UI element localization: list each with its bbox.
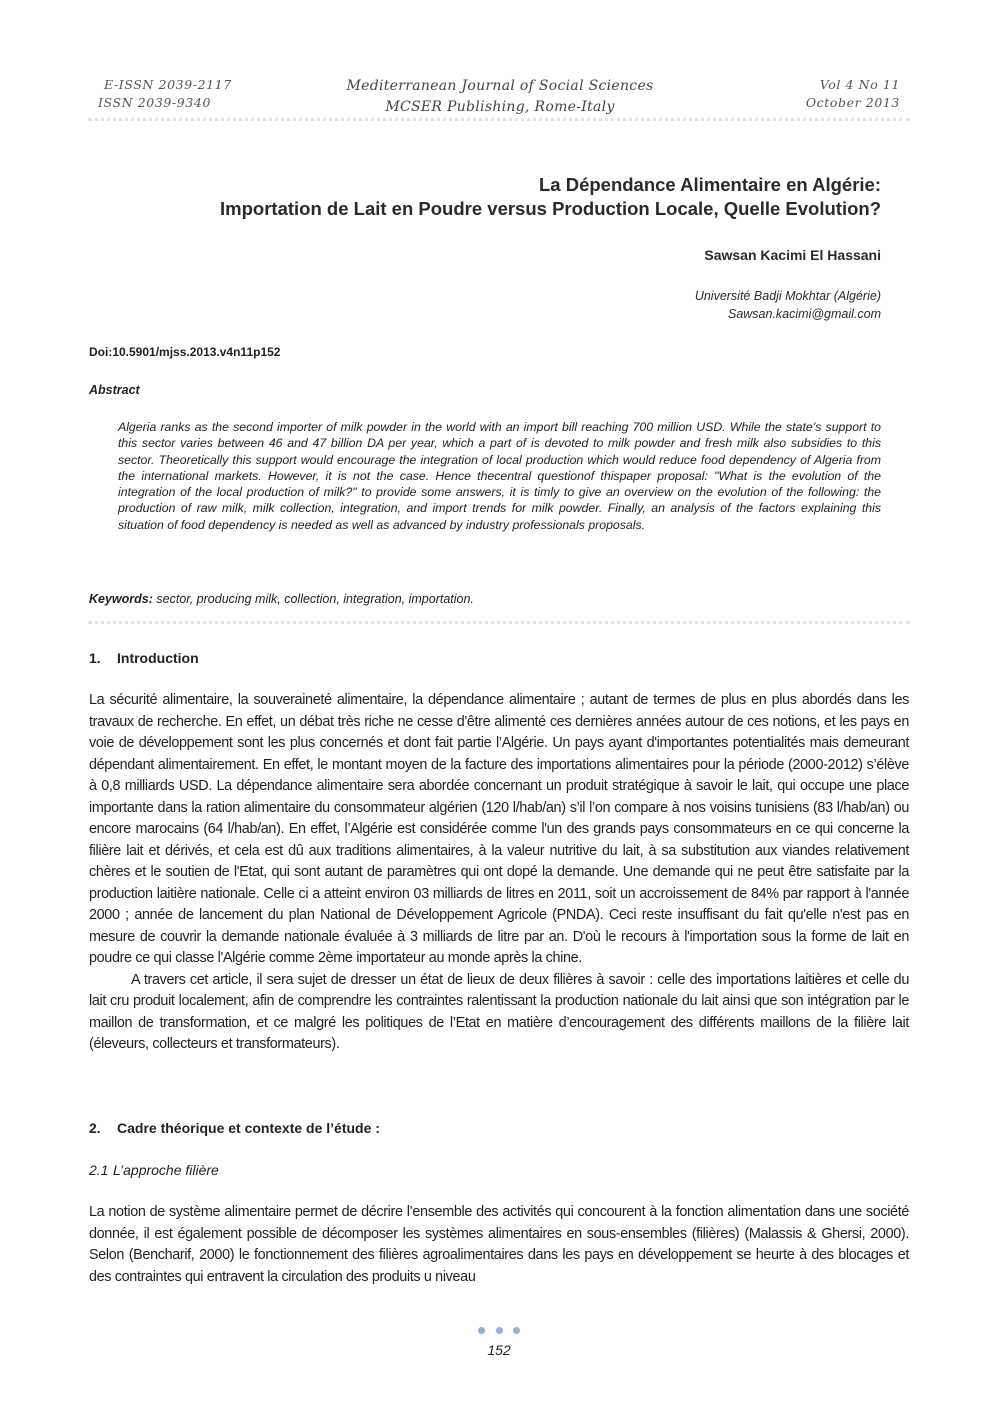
approche-filiere-body xyxy=(89,1202,909,1288)
section-number: 2. xyxy=(89,1120,101,1136)
header-divider xyxy=(88,118,910,121)
ornament-dot xyxy=(496,1327,503,1334)
section-title: Introduction xyxy=(117,650,199,666)
issn-label: ISSN 2039-9340 xyxy=(98,95,212,110)
paragraph: La notion de système alimentaire permet de décrire l’ensemble des activités qui concourent à la fonction alimentation dans une société donnée, il est également possible de décomposer les systèmes alimentaires en sous-ensembles (filières) (Malassis & Ghersi, 2000). Selon (Bencharif, 2000) le fonctionnement des filières agroalimentaires dans les pays en développement se heurte à des blocages et des contraintes qui entravent la circulation des produits u niveau xyxy=(89,1204,909,1285)
subsection-number: 2.1 xyxy=(89,1162,109,1178)
publisher-name: MCSER Publishing, Rome-Italy xyxy=(385,99,615,115)
paragraph: La sécurité alimentaire, la souveraineté alimentaire, la dépendance alimentaire ; autant de termes de plus en plus abordés dans les travaux de recherche. En effet, un débat très riche ne cesse d'être alimenté ces dernières années autour de ces notions, et les pays en voie de développement sont les plus concernés et dont fait partie l’Algérie. Un pays ayant d'importantes potentialités mais demeurant dépendant alimentairement. En effet, le montant moyen de la facture des importations alimentaires pour la période (2000-2012) s’élève à 0,8 milliards USD. La dépendance alimentaire sera abordée concernant un produit stratégique à savoir le lait, qui occupe une place importante dans la ration alimentaire du consommateur algérien (120 l/hab/an) s’il l’on compare à nos voisins tunisiens (83 l/hab/an) ou encore marocains (64 l/hab/an). En effet, l’Algérie est considérée comme l'un des grands pays consommateurs en ce qui concerne la filière lait et dérivés, et cela est dû aux traditions alimentaires, à la valeur nutritive du lait, à sa substitution aux viandes relativement chères et le soutien de l'Etat, qui sont autant de paramètres qui ont dopé la demande. Une demande qui ne peut être satisfaite par la production laitière nationale. Celle ci a atteint environ 03 milliards de litres en 2011, soit un accroissement de 84% par rapport à l'année 2000 ; année de lancement du plan National de Développement Agricole (PNDA). Ceci reste insuffisant du fait qu'elle n'est pas en mesure de couvrir la demande nationale évaluée à 3 milliards de litre par an. D'où le recours à l'importation sous la forme de lait en poudre ce qui classe l'Algérie comme 2ème importateur au monde après la chine. xyxy=(89,692,909,966)
doi-label: Doi:10.5901/mjss.2013.v4n11p152 xyxy=(89,345,281,359)
keywords-text: sector, producing milk, collection, integration, importation. xyxy=(156,592,474,606)
paragraph: A travers cet article, il sera sujet de dresser un état de lieux de deux filières à savoir : celle des importations laitières et celle du lait cru produit localement, afin de comprendre les contraintes ralentissant la production nationale du lait ainsi que son intégration par le maillon de transformation, et ce malgré les politiques de l’Etat en matière d’encouragement des différents maillons de la filière lait (éleveurs, collecteurs et transformateurs). xyxy=(89,971,909,1052)
author-email: Sawsan.kacimi@gmail.com xyxy=(727,307,881,321)
keywords-divider xyxy=(88,621,910,624)
ornament-dot xyxy=(478,1327,485,1334)
issue-date: October 2013 xyxy=(805,95,900,110)
section-title: Cadre théorique et contexte de l’étude : xyxy=(117,1120,380,1136)
title-line-2: Importation de Lait en Poudre versus Production Locale, Quelle Evolution? xyxy=(220,198,881,219)
subsection-title: L’approche filière xyxy=(113,1162,219,1178)
subsection-heading-approche-filiere xyxy=(89,1162,219,1178)
keywords-line xyxy=(89,592,909,606)
header-issue-block xyxy=(760,76,900,112)
section-heading-introduction xyxy=(89,650,199,666)
header-journal-block xyxy=(300,76,700,118)
eissn-label: E-ISSN 2039-2117 xyxy=(104,77,232,92)
article-title xyxy=(88,173,881,221)
header-issn-block xyxy=(98,76,264,112)
keywords-label: Keywords: xyxy=(89,592,153,606)
abstract-heading: Abstract xyxy=(89,383,140,397)
author-name: Sawsan Kacimi El Hassani xyxy=(704,247,881,263)
ornament-dot xyxy=(513,1327,520,1334)
footer-ornament xyxy=(478,1327,520,1337)
abstract-text: Algeria ranks as the second importer of milk powder in the world with an import bill reaching 700 million USD. While the state’s support to this sector varies between 46 and 47 billion DA per year, which a part of is devoted to milk powder and fresh milk also subsidies to this sector. Theoretically this support would encourage the integration of local production which would reduce food dependency of Algeria from the international markets. However, it is not the case. Hence thecentral questionof thispaper proposal: "What is the evolution of the integration of the local production of milk?" to provide some answers, it is timly to give an overview on the evolution of the following: the production of raw milk, milk collection, integration, and import trends for milk powder. Finally, an analysis of the factors explaining this situation of food dependency is needed as well as advanced by industry professionals proposals. xyxy=(118,420,881,532)
author-affiliation-block xyxy=(88,287,881,323)
page-number: 152 xyxy=(487,1342,511,1358)
section-number: 1. xyxy=(89,650,101,666)
section-heading-cadre-theorique xyxy=(89,1120,380,1136)
affiliation: Université Badji Mokhtar (Algérie) xyxy=(694,289,881,303)
introduction-body xyxy=(89,690,909,1056)
volume-label: Vol 4 No 11 xyxy=(819,77,900,92)
journal-name: Mediterranean Journal of Social Sciences xyxy=(346,78,654,94)
title-line-1: La Dépendance Alimentaire en Algérie: xyxy=(538,174,881,195)
